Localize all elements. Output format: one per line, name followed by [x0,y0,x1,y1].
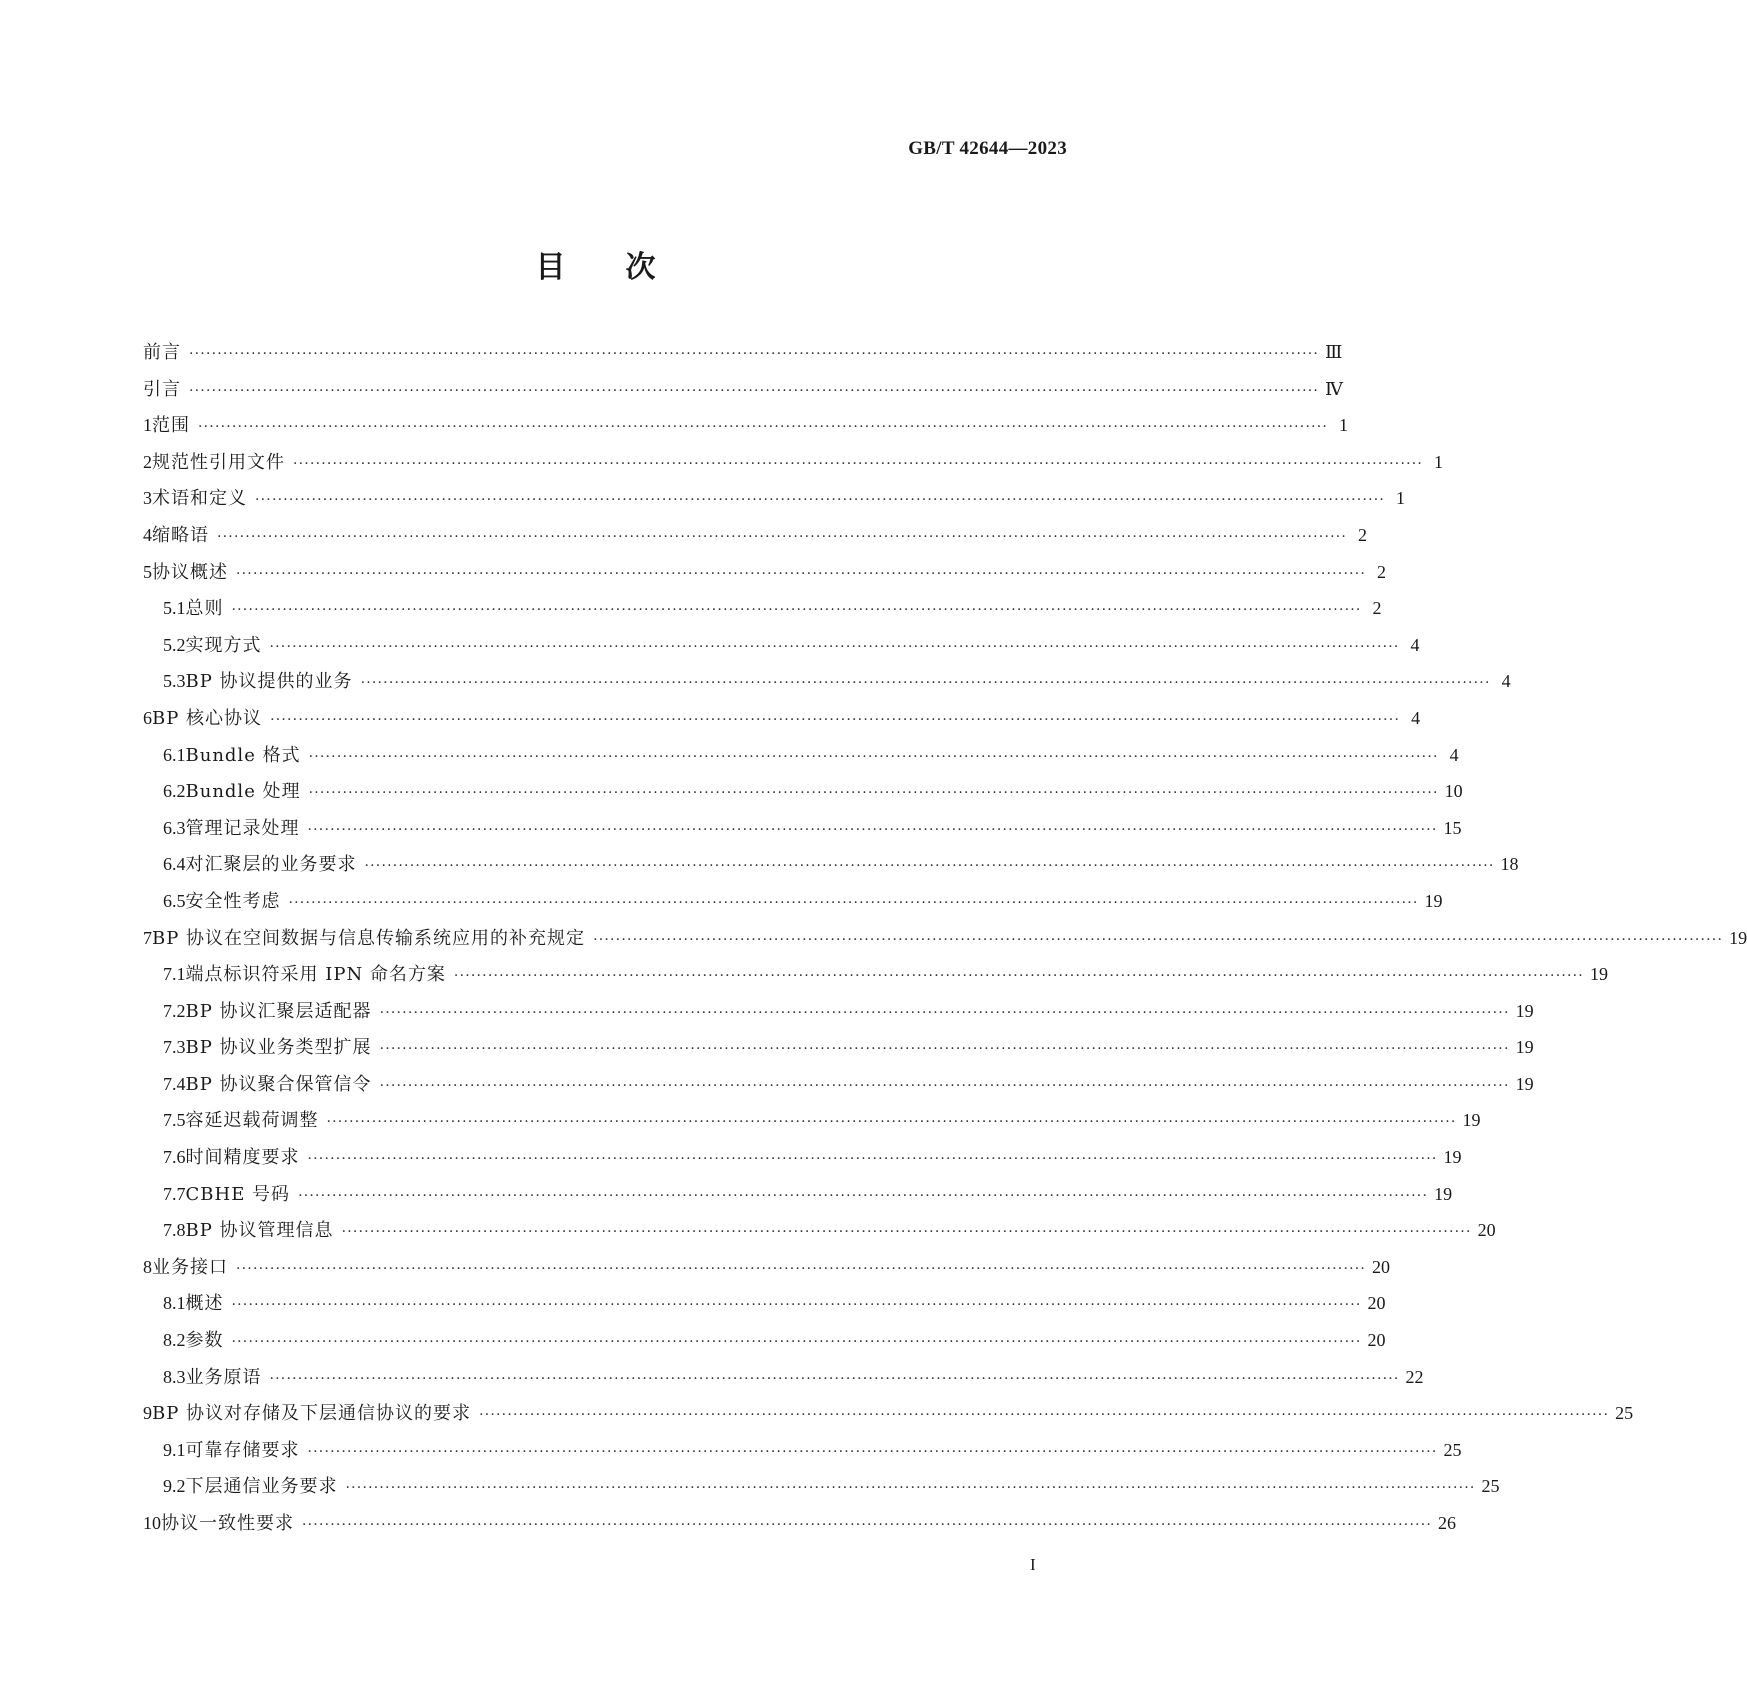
toc-entry-number: 9.2 [163,1476,186,1497]
toc-entry-page: 1 [1339,415,1349,436]
toc-entry-label: BP 协议管理信息 [185,1220,334,1242]
toc-entry-page: 20 [1367,1293,1386,1314]
toc-entry-label: BP 协议提供的业务 [185,671,353,693]
toc-leader-dots: ········································································································································································································ [293,455,1424,472]
toc-entry-label: 协议一致性要求 [161,1513,294,1534]
toc-entry-number: 8.2 [163,1330,186,1351]
toc-entry-number: 7.3 [163,1037,186,1058]
toc-entry[interactable] [143,1253,1391,1290]
toc-entry[interactable] [143,741,1459,778]
toc-entry[interactable] [143,814,1462,851]
toc-entry-number: 8 [143,1256,152,1277]
toc-entry-label: 缩略语 [152,524,209,546]
toc-entry-page: 1 [1434,451,1444,472]
toc-leader-dots: ········································································································································································································ [379,1004,1510,1021]
toc-entry-number: 5.1 [163,598,186,619]
toc-entry-page: 19 [1589,964,1608,985]
toc-entry[interactable] [143,1509,1457,1546]
toc-entry-number: 6.5 [163,890,186,911]
toc-entry-number: 10 [143,1513,161,1533]
toc-entry-page: 18 [1500,854,1519,875]
toc-entry-page: 20 [1477,1220,1496,1241]
toc-entry-label: BP 协议在空间数据与信息传输系统应用的补充规定 [152,927,586,949]
toc-leader-dots: ········································································································································································································ [364,858,1495,875]
toc-entry[interactable] [143,594,1382,631]
toc-entry-page: Ⅳ [1325,378,1344,399]
toc-entry-number: 7.7 [163,1183,186,1204]
toc-entry-label: 容延迟载荷调整 [185,1110,319,1132]
toc-entry-number: 5.3 [163,671,186,692]
toc-entry-number: 1 [143,415,152,436]
toc-leader-dots: ········································································································································································································ [270,711,1401,728]
toc-leader-dots: ········································································································································································································ [307,1151,1438,1168]
toc-entry-page: 19 [1424,890,1443,911]
toc-entry-label: 协议概述 [152,561,228,583]
toc-entry[interactable] [143,1436,1462,1473]
toc-entry-page: 1 [1396,488,1406,509]
toc-entry-page: 20 [1367,1330,1386,1351]
toc-leader-dots: ········································································································································································································ [236,565,1367,582]
toc-entry-label: 参数 [185,1330,224,1352]
toc-leader-dots: ········································································································································································································ [326,1114,1457,1131]
toc-entry[interactable] [143,631,1420,668]
toc-entry-label: 安全性考虑 [185,890,281,912]
toc-entry[interactable] [143,1363,1424,1400]
toc-entry-page: 4 [1410,634,1420,655]
toc-leader-dots: ········································································································································································································ [255,492,1386,509]
toc-entry-page: 26 [1438,1513,1457,1533]
toc-entry[interactable] [143,1326,1386,1363]
toc-entry-page: 19 [1443,1147,1462,1168]
toc-leader-dots: ········································································································································································································ [231,602,1362,619]
toc-entry-label: 范围 [152,415,190,437]
toc-entry[interactable] [143,777,1463,814]
toc-entry-page: 4 [1411,707,1421,728]
toc-entry-label: 对汇聚层的业务要求 [185,854,357,876]
toc-entry-label: Bundle 处理 [185,781,301,803]
toc-leader-dots: ········································································································································································································ [308,748,1439,765]
toc-leader-dots: ········································································································································································································ [345,1480,1476,1497]
toc-leader-dots: ········································································································································································································ [453,968,1584,985]
toc-entry-label: 业务原语 [185,1366,262,1388]
toc-entry[interactable] [143,1472,1500,1509]
toc-entry-page: 4 [1449,744,1459,765]
toc-leader-dots: ········································································································································································································ [479,1407,1610,1424]
page-title: 目次 [535,250,716,285]
toc-entry[interactable] [143,887,1443,924]
toc-entry-number: 9.1 [163,1439,186,1460]
toc-entry-number: 6.4 [163,854,186,875]
toc-leader-dots: ········································································································································································································ [360,675,1491,692]
toc-entry-page: 19 [1515,1073,1534,1094]
toc-entry-page: 20 [1372,1256,1391,1277]
toc-entry-label: 术语和定义 [152,488,247,510]
toc-entry-label: 端点标识符采用 IPN 命名方案 [185,964,446,986]
toc-leader-dots: ········································································································································································································ [307,1443,1438,1460]
toc-entry-label: BP 协议汇聚层适配器 [185,1000,372,1022]
toc-leader-dots: ········································································································································································································ [189,346,1320,362]
toc-leader-dots: ········································································································································································································ [379,1077,1510,1094]
toc-entry-label: 实现方式 [185,634,262,656]
toc-entry-page: 25 [1443,1439,1462,1460]
toc-entry-page: 2 [1358,524,1368,545]
toc-entry-number: 7.2 [163,1000,186,1021]
toc-entry-number: 9 [143,1403,152,1424]
toc-entry-number: 7.5 [163,1110,186,1131]
toc-entry[interactable] [143,960,1608,997]
toc-entry-label: 下层通信业务要求 [185,1476,338,1498]
toc-entry-number: 5.2 [163,634,186,655]
toc-leader-dots: ········································································································································································································ [217,528,1348,545]
toc-entry[interactable] [143,375,1344,412]
toc-entry[interactable] [143,338,1343,375]
toc-entry-number: 4 [143,524,152,545]
toc-entry-number: 7 [143,927,152,948]
toc-leader-dots: ········································································································································································································ [269,638,1400,655]
toc-leader-dots: ········································································································································································································ [298,1187,1429,1204]
toc-entry-label: 规范性引用文件 [152,451,285,473]
toc-entry[interactable] [143,1106,1481,1143]
toc-leader-dots: ········································································································································································································ [269,1370,1400,1387]
toc-entry[interactable] [143,484,1406,521]
toc-leader-dots: ········································································································································································································ [198,419,1329,436]
toc-entry-number: 7.6 [163,1147,186,1168]
toc-entry[interactable] [143,667,1511,704]
toc-leader-dots: ········································································································································································································ [236,1260,1367,1277]
toc-entry-label: 概述 [185,1293,224,1315]
toc-entry-page: 19 [1434,1183,1453,1204]
toc-leader-dots: ········································································································································································································ [288,894,1419,911]
toc-entry[interactable] [143,558,1387,595]
toc-entry-number: 6.1 [163,744,186,765]
toc-entry-label: Bundle 格式 [185,744,301,766]
toc-entry-label: 管理记录处理 [185,817,300,839]
toc-entry-number: 7.4 [163,1073,186,1094]
toc-entry[interactable] [143,997,1534,1034]
toc-entry-number: 6.3 [163,817,186,838]
toc-entry-label: 时间精度要求 [185,1147,300,1169]
toc-entry-page: 19 [1515,1000,1534,1021]
toc-entry[interactable] [143,924,1747,961]
toc-entry[interactable] [143,850,1519,887]
toc-entry-page: 15 [1443,817,1462,838]
toc-entry[interactable] [143,1399,1634,1436]
toc-entry[interactable] [143,1033,1534,1070]
page-number: I [1030,1555,1036,1574]
toc-entry-label: BP 核心协议 [152,707,263,729]
toc-entry-label: 总则 [185,598,224,620]
toc-leader-dots: ········································································································································································································ [231,1297,1362,1314]
toc-entry-page: 19 [1515,1037,1534,1058]
toc-entry-number: 5 [143,561,152,582]
toc-entry-number: 7.8 [163,1220,186,1241]
toc-entry-label: CBHE 号码 [185,1183,291,1205]
toc-entry-page: 25 [1615,1403,1634,1424]
toc-leader-dots: ········································································································································································································ [189,382,1320,399]
toc-entry-page: Ⅲ [1325,342,1343,362]
toc-entry-page: 22 [1405,1366,1424,1387]
toc-entry-label: BP 协议对存储及下层通信协议的要求 [152,1403,472,1425]
toc-entry-page: 25 [1481,1476,1500,1497]
toc-entry-number: 2 [143,451,152,472]
toc-entry-label: 前言 [143,342,181,363]
toc-entry-page: 4 [1501,671,1511,692]
toc-entry-number: 3 [143,488,152,509]
toc-entry-label: 业务接口 [152,1256,228,1278]
toc-entry-page: 10 [1444,781,1463,802]
toc-leader-dots: ········································································································································································································ [231,1334,1362,1351]
toc-entry-page: 19 [1729,927,1747,948]
toc-entry-label: 引言 [143,378,181,400]
toc-entry-page: 2 [1377,561,1387,582]
standard-code: GB/T 42644—2023 [908,138,1067,159]
toc-entry[interactable] [143,1070,1534,1107]
toc-entry-page: 19 [1462,1110,1481,1131]
toc-entry-number: 8.1 [163,1293,186,1314]
toc-leader-dots: ········································································································································································································ [308,785,1439,802]
toc-leader-dots: ········································································································································································································ [307,821,1438,838]
toc-leader-dots: ········································································································································································································ [379,1041,1510,1058]
toc-entry-label: BP 协议聚合保管信令 [185,1073,372,1095]
toc-entry[interactable] [143,1216,1496,1253]
toc-entry-number: 8.3 [163,1366,186,1387]
toc-entry-number: 6.2 [163,781,186,802]
toc-entry[interactable] [143,1289,1386,1326]
toc-leader-dots: ········································································································································································································ [302,1517,1433,1533]
toc-entry[interactable] [143,411,1349,448]
toc-entry-page: 2 [1372,598,1382,619]
toc-entry-number: 7.1 [163,964,186,985]
toc-entry[interactable] [143,704,1421,741]
toc-entry[interactable] [143,448,1444,485]
toc-entry-number: 6 [143,707,152,728]
toc-entry[interactable] [143,1180,1453,1217]
toc-leader-dots: ········································································································································································································ [341,1224,1472,1241]
toc-entry-label: BP 协议业务类型扩展 [185,1037,372,1059]
toc-leader-dots: ········································································································································································································ [593,931,1724,948]
toc-entry[interactable] [143,1143,1462,1180]
toc-entry-label: 可靠存储要求 [185,1439,300,1461]
toc-entry[interactable] [143,521,1368,558]
table-of-contents [143,338,1747,1546]
